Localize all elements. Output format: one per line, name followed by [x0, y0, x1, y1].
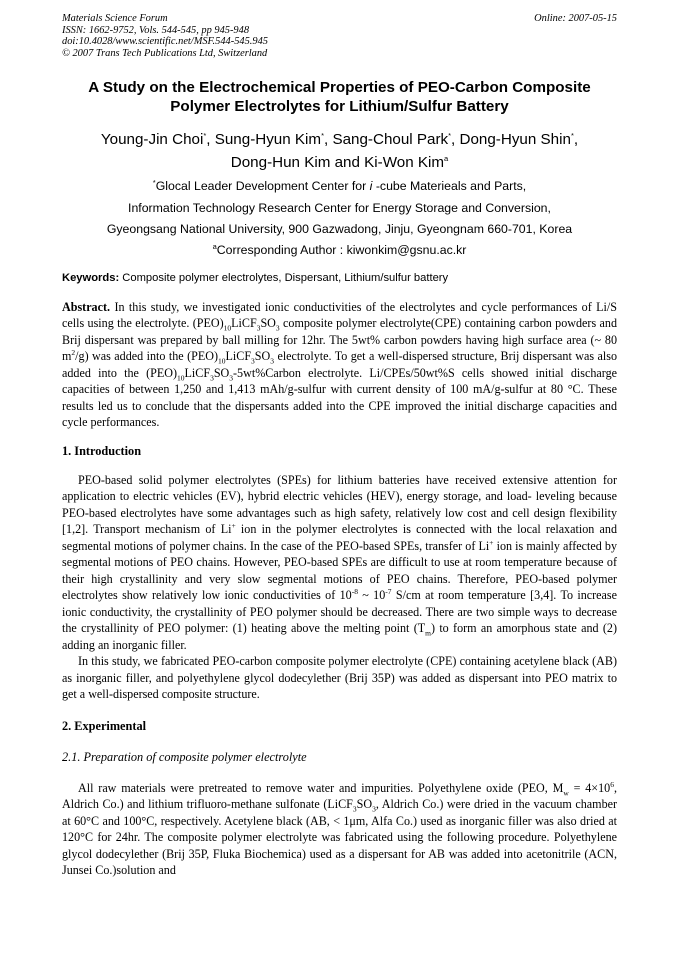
doi-line: doi:10.4028/www.scientific.net/MSF.544-545.945 [62, 36, 268, 48]
keywords-label: Keywords: [62, 271, 120, 284]
abstract-text: composite polymer electrolyte(CPE) containing carbon powders and Brij dispersant was prepared by ball milling for 12hr. The 5wt% carbon powders having high surface area (~ 80 m [62, 316, 617, 364]
paper-title [62, 78, 617, 116]
affiliation-text: i [369, 179, 373, 194]
intro-paragraph-1 [62, 472, 617, 654]
section-heading-introduction: 1. Introduction [62, 443, 142, 458]
subscript: 3 [229, 373, 234, 383]
subscript: m [425, 628, 431, 638]
author-list [62, 128, 617, 174]
section-heading-experimental: 2. Experimental [62, 718, 147, 733]
body-text: ) to form an amorphous state and (2) adding an inorganic filler. [62, 621, 617, 652]
body-text: All raw materials were pretreated to remove water and impurities. Polyethylene oxide (PEO, M [78, 780, 564, 795]
affiliation-line-2: Information Technology Research Center for Energy Storage and Conversion, [128, 200, 551, 215]
abstract-label: Abstract. [62, 299, 111, 314]
body-text: ion is mainly affected by segmental motions of PEO chains. However, PEO-based SPEs are difficult to use at room temperature because of their high crystallinity and very slow segmental motions of PEO chains. Therefore, PEO-based polymer electrolytes show relatively low ionic conductivities of 10 [62, 538, 617, 603]
abstract [62, 299, 617, 431]
issn-line: ISSN: 1662-9752, Vols. 544-545, pp 945-948 [62, 24, 250, 36]
paper-page [62, 13, 617, 879]
affiliation-mark: * [152, 178, 156, 188]
corresponding-author [62, 241, 617, 259]
affiliation-line-1 [62, 176, 617, 198]
experimental-paragraph-1 [62, 780, 617, 879]
author-name: Sang-Choul Park [332, 131, 449, 149]
body-text: , Aldrich Co.) were dried in the vacuum chamber at 60°C and 100°C, respectively. Acetylene black (AB, < 1μm, Alfa Co.) used as inorganic filler was also dried at 120°C for 24hr. The composite polymer electrolyte was fabricated using the following procedure. Polyethylene glycol dodecylether (Brij 35P, Fluka Biochemica) used as a dispersant for AB was added into acetonitrile (ACN, Junsei Co.)solution and [62, 797, 618, 878]
abstract-text: SO [260, 316, 276, 331]
author-mark: a [444, 154, 449, 164]
superscript: -8 [351, 587, 358, 597]
author-sep: , [573, 131, 579, 149]
subscript: 10 [223, 323, 232, 333]
subscript: 3 [210, 373, 214, 383]
subscript: 3 [256, 323, 261, 333]
subsection-heading: 2.1. Preparation of composite polymer electrolyte [62, 749, 307, 764]
author-line-1 [62, 128, 617, 151]
abstract-text: In this study, we investigated ionic conductivities of the electrolytes and cycle performances of Li/S cells using the electrolyte. (PEO) [62, 299, 617, 331]
subscript: 3 [372, 804, 376, 814]
subscript: w [563, 788, 569, 798]
superscript: + [489, 537, 494, 547]
body-text: = 4×10 [568, 780, 611, 795]
body-text: S/cm at room temperature [3,4]. To increase ionic conductivity, the crystallinity of PEO polymer should be decreased. There are two simple ways to decrease the crystallinity of PEO polymer: (1) heating above the melting point (T [62, 588, 617, 636]
affiliation-text: Glocal Leader Development Center for [155, 179, 370, 194]
affiliation-line-3: Gyeongsang National University, 900 Gazwadong, Jinju, Gyeongnam 660-701, Korea [106, 222, 573, 237]
abstract-text: -5wt%Carbon electrolyte. Li/CPEs/50wt%S cells showed initial discharge capacities of between 1,250 and 1,413 mAh/g-sulfur with current density of 100 mA/g-sulfur at 80 °C. These results led us to conclude that the dispersants added into the CPE improved the initial discharge capacities and cycle performances. [62, 365, 618, 430]
author-sep: , [451, 131, 460, 149]
subscript: 3 [270, 356, 275, 366]
body-text: ~ 10 [357, 588, 386, 603]
body-text: PEO-based solid polymer electrolytes (SPEs) for lithium batteries have received extensive attention for application to electric vehicles (EV), hybrid electric vehicles (HEV), energy storage, and load- leveling because PEO-based electrolytes have some advantages such as high safety, relatively low cost and cell design flexibility [1,2]. Transport mechanism of Li [62, 472, 617, 537]
author-name: Dong-Hyun Shin [459, 131, 571, 149]
title-line-1: A Study on the Electrochemical Properties of PEO-Carbon Composite [88, 79, 591, 97]
subscript: 10 [218, 356, 226, 366]
corresponding-mark: a [212, 241, 217, 251]
title-line-2: Polymer Electrolytes for Lithium/Sulfur Battery [170, 98, 509, 116]
body-text: , Aldrich Co.) and lithium trifluoro-methane sulfonate (LiCF [62, 780, 617, 812]
subscript: 3 [251, 356, 255, 366]
body-text: ion in the polymer electrolytes is connected with the local relaxation and segmental motions of polymer chains. In the case of the PEO-based SPEs, transfer of Li [62, 522, 617, 553]
abstract-text: /g) was added into the (PEO) [75, 349, 218, 364]
keywords [62, 271, 617, 285]
intro-paragraph-2: In this study, we fabricated PEO-carbon composite polymer electrolyte (CPE) containing acetylene black (AB) as inorganic filler, and polyethylene glycol dodecylether (Brij 35P) was added as dispersant into PEO matrix to get a well-dispersed composite structure. [62, 654, 617, 702]
subscript: 10 [177, 373, 185, 383]
superscript: 6 [610, 779, 614, 789]
author-name: Sung-Hyun Kim [214, 131, 322, 149]
journal-name: Materials Science Forum [62, 13, 168, 24]
online-date: Online: 2007-05-15 [534, 13, 617, 24]
author-line-2 [62, 151, 617, 174]
author-mark: * [203, 131, 207, 141]
body-text: SO [356, 797, 373, 812]
abstract-text: electrolyte. To get a well-dispersed structure, Brij dispersant was also added into the (PEO) [62, 349, 617, 380]
author-sep: , [324, 131, 333, 149]
abstract-text: LiCF [184, 365, 211, 380]
corresponding-text: Corresponding Author : kiwonkim@gsnu.ac.kr [216, 242, 467, 257]
abstract-text: SO [213, 365, 230, 380]
subscript: 3 [352, 804, 357, 814]
superscript: 2 [71, 348, 76, 358]
journal-header [62, 13, 617, 59]
keywords-text: Composite polymer electrolytes, Dispersant, Lithium/sulfur battery [119, 271, 449, 284]
superscript: + [231, 521, 236, 531]
affiliation-text: -cube Materieals and Parts, [372, 179, 527, 194]
author-name: Dong-Hun Kim and Ki-Won Kim [230, 154, 445, 172]
author-sep: , [206, 131, 215, 149]
abstract-text: LiCF [225, 349, 252, 364]
abstract-text: LiCF [231, 316, 257, 331]
subscript: 3 [275, 323, 280, 333]
affiliation [62, 176, 617, 241]
author-mark: * [570, 131, 574, 141]
author-name: Young-Jin Choi [100, 131, 204, 149]
superscript: -7 [385, 587, 392, 597]
author-mark: * [321, 131, 324, 141]
copyright-line: © 2007 Trans Tech Publications Ltd, Switzerland [62, 47, 268, 59]
author-mark: * [448, 131, 452, 141]
abstract-text: SO [254, 349, 271, 364]
